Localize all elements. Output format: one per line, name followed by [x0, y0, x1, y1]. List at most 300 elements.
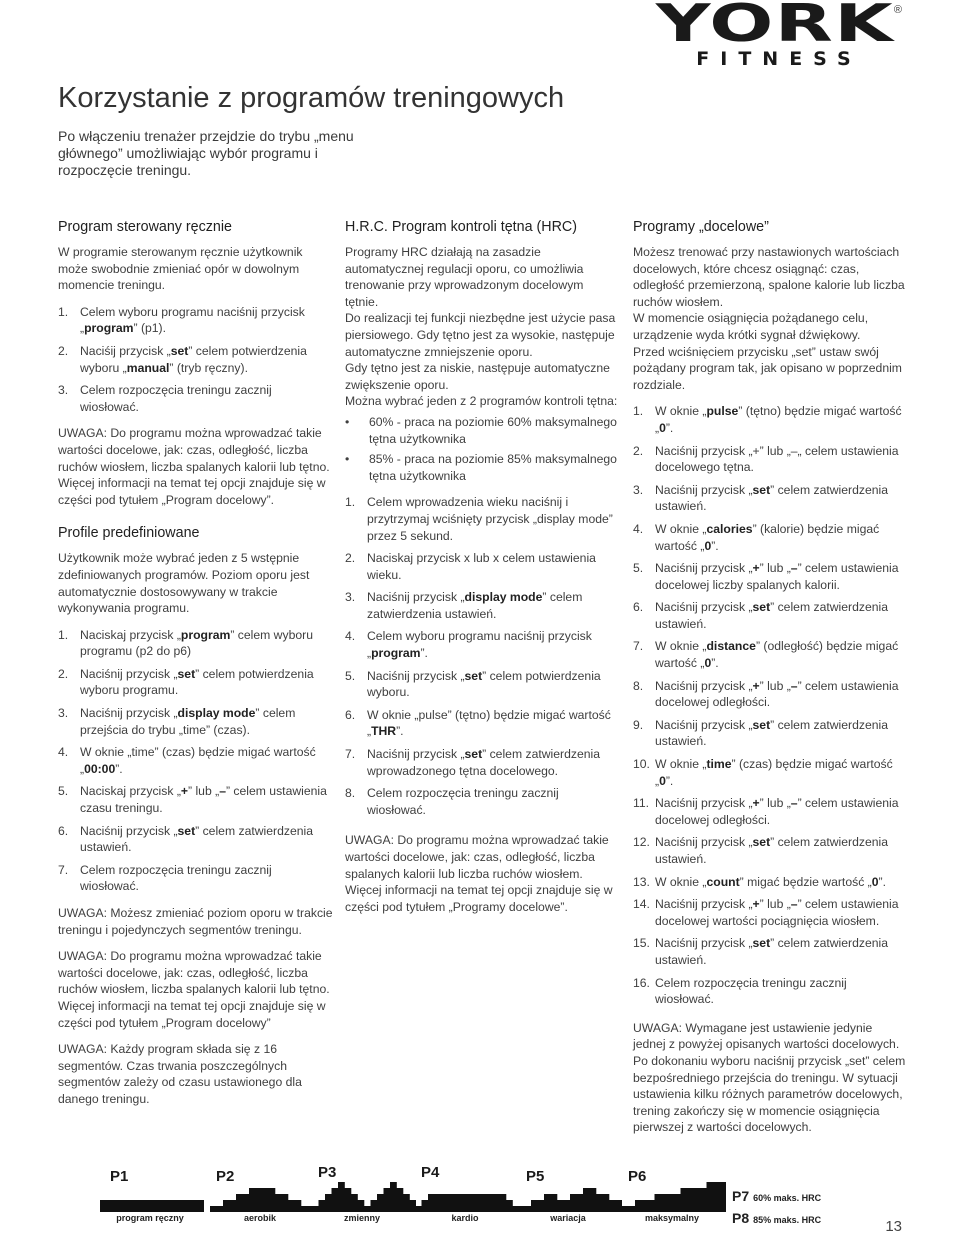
text-fragment: ”. — [878, 874, 886, 889]
step-number: 3. — [345, 590, 356, 605]
step-text — [655, 717, 908, 750]
profile-segment-bar — [713, 1182, 720, 1212]
text-fragment: ” (p1). — [133, 321, 167, 336]
profile-segment-bar — [295, 1200, 302, 1212]
text-fragment: W oknie „ — [655, 757, 707, 772]
profile-segment-bar — [397, 1188, 404, 1212]
profile-segment-bar — [243, 1194, 250, 1212]
profile-label: P1 — [110, 1168, 129, 1185]
profile-segment-bar — [159, 1200, 166, 1212]
text-fragment: Naciskaj przycisk „ — [80, 627, 181, 642]
step-number: 12. — [633, 835, 650, 850]
text-fragment: Naciśij przycisk „ — [80, 343, 171, 358]
text-fragment: ” lub „ — [188, 784, 220, 799]
list-item — [345, 746, 620, 779]
text-fragment: Naciśnij przycisk „ — [80, 823, 178, 838]
text-fragment: ”. — [396, 724, 404, 739]
profile-segment-bar — [146, 1200, 153, 1212]
keyword: pulse — [706, 404, 739, 419]
target-values-note: UWAGA: Do programu można wprowadzać takie wartości docelowe, jak: czas, odległość, liczba ruchów wiosłem, liczba spalanych kalorii lub tętno. Więcej informacji na temat tej opcji znajduje się w części pod tytułem „Program docelowy” — [58, 949, 330, 1030]
profile-segment-bar — [107, 1200, 114, 1212]
text-fragment: W oknie „pulse” (tętno) będzie migać wartość „ — [367, 707, 611, 739]
text-fragment: ” celem ustawienia czasu treningu. — [80, 784, 327, 816]
page-title: Korzystanie z programów treningowych — [58, 82, 565, 114]
list-item — [633, 795, 908, 828]
step-text — [655, 443, 908, 476]
profile-segment-bar — [428, 1194, 435, 1212]
text-fragment: ” lub „ — [759, 678, 791, 693]
profile-segment-bar — [629, 1206, 636, 1212]
step-text — [655, 638, 908, 671]
step-number: 2. — [345, 551, 356, 566]
profile-segment-bar — [661, 1194, 668, 1212]
keyword: set — [177, 666, 196, 681]
profile-segment-bar — [390, 1182, 397, 1212]
keyword: 0 — [704, 656, 712, 671]
list-item — [633, 560, 908, 593]
keyword: + — [752, 897, 760, 912]
resistance-note: UWAGA: Możesz zmieniać poziom oporu w trakcie treningu i pojedynczych segmentów treningu. — [58, 906, 333, 937]
step-text — [367, 746, 620, 779]
step-number: 9. — [633, 717, 644, 732]
text-fragment: Celem rozpoczęcia treningu zacznij wiosłować. — [655, 975, 847, 1007]
profile-segment-bar — [139, 1200, 146, 1212]
list-item: • 60% - praca na poziomie 60% maksymalnego tętna użytkownika — [345, 414, 617, 446]
step-number: 11. — [633, 796, 650, 811]
profile-segment-bar — [312, 1206, 319, 1212]
text-fragment: Naciśnij przycisk „ — [655, 561, 753, 576]
step-number: 2. — [58, 666, 69, 681]
text-fragment: Celem wyboru programu naciśnij przycisk „ — [80, 304, 305, 336]
text-fragment: ” celem zatwierdzenia ustawień. — [655, 482, 888, 514]
text-fragment: Naciśnij przycisk „ — [367, 590, 465, 605]
profile-segment-bar — [441, 1194, 448, 1212]
step-text — [80, 666, 333, 699]
profile-segment-bar — [256, 1188, 263, 1212]
keyword: program — [371, 646, 421, 661]
profile-segment-bar — [609, 1200, 616, 1212]
keyword: time — [706, 757, 732, 772]
list-item — [633, 896, 908, 929]
text-fragment: ” (czas) będzie migać wartość „ — [655, 757, 893, 788]
hrc-paragraph-3: Gdy tętno jest za niskie, następuje automatyczne zwiększenie oporu. — [345, 361, 610, 392]
text-fragment: Naciśnij przycisk „ — [655, 897, 753, 912]
text-fragment: Naciśnij przycisk „+” lub „–„ celem ustawienia docelowego tętna. — [655, 443, 899, 475]
text-fragment: ” celem potwierdzenia wyboru. — [367, 668, 601, 700]
profile-segment-bar — [345, 1188, 352, 1212]
list-item — [633, 678, 908, 711]
profile-p1-graph — [100, 1182, 204, 1212]
text-fragment: ” celem zatwierdzenia ustawień. — [655, 835, 888, 866]
list-item — [633, 975, 908, 1008]
profile-label: P3 — [318, 1164, 337, 1181]
hrc-options-list — [345, 414, 620, 484]
text-fragment: Celem wyboru programu naciśnij przycisk „ — [367, 629, 592, 661]
step-text — [655, 756, 908, 789]
profile-segment-bar — [185, 1200, 192, 1212]
text-fragment: ” celem zatwierdzenia ustawień. — [80, 823, 313, 855]
text-fragment: Naciśnij przycisk „ — [367, 747, 465, 762]
logo-york: YORK — [655, 0, 895, 54]
step-text — [80, 705, 333, 738]
legend-text: 85% maks. HRC — [753, 1215, 822, 1225]
profile-segment-bar — [288, 1200, 295, 1212]
step-text — [80, 862, 333, 895]
profile-segment-bar — [269, 1188, 276, 1212]
profile-segment-bar — [223, 1200, 230, 1212]
logo-fitness: FITNESS — [696, 48, 862, 70]
keyword: 0 — [704, 538, 712, 553]
profile-caption: aerobik — [243, 1213, 276, 1223]
list-item — [345, 707, 620, 740]
list-item: • 85% - praca na poziomie 85% maksymalnego tętna użytkownika — [345, 452, 617, 483]
text-fragment: Naciśnij przycisk „ — [655, 936, 753, 951]
step-text — [367, 668, 620, 701]
list-item — [345, 550, 620, 583]
step-text — [367, 707, 620, 740]
step-number: 1. — [345, 495, 356, 510]
step-number: 4. — [633, 521, 644, 536]
list-item — [345, 494, 620, 544]
keyword: set — [464, 747, 483, 762]
keyword: 0 — [659, 773, 666, 788]
step-number: 14. — [633, 897, 650, 912]
profile-label: P6 — [628, 1168, 647, 1185]
profile-p3-graph — [312, 1182, 416, 1212]
step-text — [367, 550, 620, 583]
profile-segment-bar — [596, 1194, 603, 1212]
step-number: 5. — [345, 668, 356, 683]
profile-p5-graph — [518, 1182, 622, 1212]
step-text — [655, 896, 908, 929]
text-fragment: ” (tętno) będzie migać wartość „ — [655, 404, 902, 435]
profile-segment-bar — [694, 1188, 701, 1212]
text-fragment: ” celem ustawienia docelowej odległości. — [655, 678, 899, 710]
step-number: 4. — [345, 629, 356, 644]
step-number: 2. — [633, 443, 644, 458]
profile-segment-bar — [448, 1194, 455, 1212]
step-number: 1. — [58, 627, 69, 642]
keyword: 0 — [871, 874, 879, 889]
intro-text: Po włączeniu trenażer przejdzie do trybu „menu głównego” umożliwiając wybór programu i rozpoczęcie treningu. — [58, 128, 354, 178]
list-item — [633, 834, 908, 867]
list-item — [633, 935, 908, 968]
text-fragment: ” celem zatwierdzenia ustawień. — [367, 590, 583, 621]
step-number: 5. — [58, 784, 69, 799]
text-fragment: ” celem przejścia do trybu „time” (czas). — [80, 706, 296, 737]
profile-segment-bar — [198, 1200, 205, 1212]
list-item — [58, 666, 333, 699]
keyword: program — [180, 627, 231, 642]
profile-segment-bar — [384, 1188, 391, 1212]
step-text — [80, 343, 333, 376]
profile-segment-bar — [133, 1200, 140, 1212]
bullet-icon: • — [345, 414, 350, 429]
step-text — [80, 783, 333, 816]
step-text — [80, 744, 333, 777]
registered-mark: ® — [893, 4, 902, 16]
list-item — [633, 599, 908, 632]
keyword: count — [706, 874, 740, 889]
keyword: + — [752, 678, 760, 693]
step-text — [655, 834, 908, 867]
text-fragment: ” lub „ — [759, 561, 791, 576]
list-item — [345, 589, 620, 622]
keyword: set — [752, 936, 771, 951]
text-fragment: ” celem ustawienia docelowej liczby spalanych kalorii. — [655, 561, 899, 592]
profile-segment-bar — [172, 1200, 179, 1212]
profile-segment-bar — [332, 1188, 339, 1212]
profile-caption: kardio — [451, 1213, 479, 1223]
target-note: UWAGA: Wymagane jest ustawienie jedynie jednej z powyżej opisanych wartości docelowych. Po dokonaniu wyboru naciśnij przycisk „set” celem bezpośredniego przejścia do treningu. W sytuacji ustawienia kilku różnych parametrów docelowych, trening zakończy się w momencie osiągnięcia pierwszej z wartości docelowych. — [633, 1020, 906, 1135]
text-fragment: Celem wprowadzenia wieku naciśnij i przytrzymaj wciśnięty przycisk „display mode” przez 5 sekund. — [367, 495, 613, 543]
profile-segment-bar — [700, 1188, 707, 1212]
profile-label: P2 — [216, 1168, 235, 1185]
profile-p2-graph — [210, 1182, 314, 1212]
profile-segment-bar — [487, 1194, 494, 1212]
legend-p8 — [732, 1208, 821, 1230]
column-target-programs — [633, 218, 908, 1146]
text-fragment: W oknie „ — [655, 521, 707, 536]
hrc-heading: H.R.C. Program kontroli tętna (HRC) — [345, 219, 577, 235]
step-number: 1. — [58, 304, 69, 319]
keyword: – — [219, 784, 226, 799]
keyword: set — [752, 835, 771, 850]
profile-segment-bar — [371, 1200, 378, 1212]
text-fragment: ” (odległość) będzie migać wartość „ — [655, 639, 899, 671]
keyword: + — [752, 561, 760, 576]
profile-segment-bar — [351, 1194, 358, 1212]
text-fragment: ”. — [711, 538, 719, 553]
profile-segment-bar — [282, 1194, 289, 1212]
list-item — [633, 443, 908, 476]
profile-segment-bar — [415, 1206, 422, 1212]
profile-segment-bar — [191, 1200, 198, 1212]
step-text — [655, 403, 908, 436]
hrc-steps — [345, 494, 620, 818]
list-item — [58, 304, 333, 337]
step-text — [80, 823, 333, 856]
profile-segment-bar — [480, 1194, 487, 1212]
keyword: program — [84, 321, 134, 336]
list-item — [58, 862, 333, 895]
target-steps — [633, 403, 908, 1007]
list-item — [633, 482, 908, 515]
profile-caption: zmienny — [343, 1213, 380, 1223]
keyword: set — [464, 668, 483, 683]
keyword: set — [752, 717, 771, 732]
keyword: set — [170, 343, 189, 358]
profile-segment-bar — [720, 1182, 727, 1212]
profile-segment-bar — [100, 1200, 107, 1212]
keyword: distance — [706, 639, 756, 654]
list-item — [633, 874, 908, 891]
text-fragment: Naciśnij przycisk „ — [655, 796, 753, 811]
legend-p7 — [732, 1186, 821, 1208]
profile-segment-bar — [551, 1194, 558, 1212]
profile-segment-bar — [301, 1206, 308, 1212]
profile-segment-bar — [178, 1200, 185, 1212]
text-fragment: ”. — [665, 420, 674, 435]
target-paragraph-1: Możesz trenować przy nastawionych wartościach docelowych, które chcesz osiągnąć: czas, odległość przemierzoną, spalone kalorie lub liczba ruchów wiosłem. — [633, 245, 905, 309]
target-paragraph-3: Przed wciśnięciem przycisku „set” ustaw swój pożądany program tak, jak opisano w poprzednim rozdziale. — [633, 344, 902, 392]
profile-segment-bar — [126, 1200, 133, 1212]
text-fragment: ”. — [420, 646, 428, 661]
text-fragment: ”. — [115, 761, 123, 776]
step-number: 3. — [633, 482, 644, 497]
profile-segment-bar — [681, 1188, 688, 1212]
step-number: 7. — [633, 639, 644, 654]
step-text — [655, 599, 908, 632]
profile-segment-bar — [113, 1200, 120, 1212]
legend-text: 60% maks. HRC — [753, 1193, 822, 1203]
profile-segment-bar — [635, 1200, 642, 1212]
text-fragment: ”. — [711, 656, 719, 671]
preset-profiles-description: Użytkownik może wybrać jeden z 5 wstępnie zdefiniowanych programów. Poziom oporu jest automatycznie dostosowywany w trakcie wykonywania programu. — [58, 551, 310, 616]
profile-segment-bar — [493, 1194, 500, 1212]
step-number: 6. — [345, 707, 356, 722]
profile-segment-bar — [120, 1200, 127, 1212]
profile-segment-bar — [249, 1188, 256, 1212]
list-item — [58, 627, 333, 660]
profile-segment-bar — [564, 1200, 571, 1212]
step-text — [367, 628, 620, 661]
text-fragment: ” celem potwierdzenia wyboru programu. — [80, 666, 314, 698]
text-fragment: Naciśnij przycisk „ — [655, 717, 753, 732]
text-fragment: ” celem zatwierdzenia ustawień. — [655, 600, 888, 631]
step-number: 1. — [633, 404, 644, 419]
step-text — [655, 560, 908, 593]
profile-segment-bar — [338, 1182, 345, 1212]
text-fragment: ” celem zatwierdzenia wprowadzonego tętna docelowego. — [367, 747, 600, 778]
step-number: 2. — [58, 343, 69, 358]
profile-segment-bar — [544, 1194, 551, 1212]
text-fragment: ” lub „ — [759, 897, 791, 912]
profile-segment-bar — [403, 1194, 410, 1212]
keyword: – — [790, 796, 798, 811]
text-fragment: Naciśnij przycisk „ — [655, 835, 753, 850]
keyword: display mode — [464, 590, 543, 605]
profile-segment-bar — [518, 1206, 525, 1212]
keyword: THR — [371, 724, 397, 739]
text-fragment: ” (tryb ręczny). — [169, 360, 248, 375]
text-fragment: ”. — [665, 773, 674, 788]
text-fragment: Naciśnij przycisk „ — [655, 600, 753, 615]
step-number: 3. — [58, 383, 69, 398]
text-fragment: Naciśnij przycisk „ — [80, 666, 178, 681]
keyword: + — [180, 784, 189, 799]
list-item — [633, 638, 908, 671]
step-number: 4. — [58, 745, 69, 760]
text-fragment: Naciskaj przycisk „ — [80, 784, 181, 799]
legend-key: P7 — [732, 1188, 750, 1204]
text-fragment: Naciśnij przycisk „ — [367, 668, 465, 683]
step-number: 6. — [633, 600, 644, 615]
step-number: 13. — [633, 874, 650, 889]
profile-segment-bar — [217, 1206, 224, 1212]
profile-segment-bar — [364, 1206, 371, 1212]
target-programs-heading: Programy „docelowe” — [633, 219, 769, 235]
list-item — [345, 628, 620, 661]
profile-segment-bar — [236, 1194, 243, 1212]
text-fragment: Celem rozpoczęcia treningu zacznij wiosłować. — [80, 862, 272, 894]
profile-segment-bar — [648, 1200, 655, 1212]
text-fragment: Naciśnij przycisk „ — [80, 706, 178, 721]
step-text — [367, 785, 620, 818]
profile-segment-bar — [152, 1200, 159, 1212]
step-text — [655, 874, 908, 891]
keyword: calories — [706, 521, 753, 536]
text-fragment: ” celem wyboru programu (p2 do p6) — [80, 627, 313, 659]
text-fragment: ” lub „ — [759, 796, 791, 811]
step-text — [655, 482, 908, 515]
profile-segment-bar — [525, 1206, 532, 1212]
step-text — [367, 494, 620, 544]
profile-segment-bar — [557, 1200, 564, 1212]
step-number: 7. — [58, 862, 69, 877]
manual-program-steps — [58, 304, 333, 416]
hrc-legend — [732, 1186, 821, 1230]
profile-segment-bar — [531, 1200, 538, 1212]
step-number: 15. — [633, 936, 650, 951]
list-item — [633, 521, 908, 554]
hrc-paragraph-2: Do realizacji tej funkcji niezbędne jest użycie pasa piersiowego. Gdy tętno jest za wysokie, następuje automatyczne zmniejszenie oporu. — [345, 311, 616, 359]
hrc-paragraph-1: Programy HRC działają na zasadzie automatycznej regulacji oporu, co umożliwia trenowanie przy wprowadzonym docelowym tętnie. — [345, 245, 584, 309]
profile-segment-bar — [319, 1200, 326, 1212]
list-item — [58, 343, 333, 376]
list-item — [58, 382, 333, 415]
keyword: set — [752, 600, 771, 615]
profile-segment-bar — [435, 1194, 442, 1212]
step-text — [655, 935, 908, 968]
keyword: – — [790, 678, 798, 693]
step-text — [655, 975, 908, 1008]
profile-p6-graph — [622, 1182, 726, 1212]
step-number: 3. — [58, 706, 69, 721]
keyword: – — [790, 561, 798, 576]
segments-note: UWAGA: Każdy program składa się z 16 segmentów. Czas trwania poszczególnych segmentów zależy od czasu ustawionego dla danego treningu. — [58, 1042, 302, 1106]
profile-segment-bar — [642, 1200, 649, 1212]
step-text — [80, 627, 333, 660]
profile-segment-bar — [210, 1206, 217, 1212]
profile-segment-bar — [538, 1200, 545, 1212]
profile-label: P5 — [526, 1168, 545, 1185]
profile-segment-bar — [358, 1200, 365, 1212]
profile-caption: program ręczny — [116, 1213, 184, 1223]
text-fragment: ” celem potwierdzenia wyboru „ — [80, 343, 307, 375]
manual-program-note: UWAGA: Do programu można wprowadzać takie wartości docelowe, jak: czas, odległość, liczba ruchów wiosłem, liczba spalanych kalorii lub tętno. Więcej informacji na temat tej opcji znajduje się w części pod tytułem „Program docelowy”. — [58, 426, 330, 507]
column-hrc-program — [345, 218, 620, 925]
profile-segment-bar — [622, 1206, 629, 1212]
text-fragment: W oknie „ — [655, 639, 707, 654]
legend-key: P8 — [732, 1210, 750, 1226]
step-number: 10. — [633, 757, 650, 772]
profile-segment-bar — [590, 1188, 597, 1212]
step-number: 5. — [633, 561, 644, 576]
profile-segment-bar — [500, 1194, 507, 1212]
text-fragment: Celem rozpoczęcia treningu zacznij wiosłować. — [80, 383, 272, 414]
step-number: 16. — [633, 975, 650, 990]
profile-segment-bar — [707, 1182, 714, 1212]
profile-label: P4 — [421, 1164, 440, 1181]
profile-segment-bar — [583, 1188, 590, 1212]
list-item — [58, 744, 333, 777]
hrc-paragraph-4: Można wybrać jeden z 2 programów kontroli tętna: — [345, 394, 618, 409]
profile-segment-bar — [668, 1194, 675, 1212]
text-fragment: ” celem zatwierdzenia ustawień. — [655, 717, 888, 749]
manual-program-heading: Program sterowany ręcznie — [58, 219, 233, 235]
keyword: set — [752, 482, 771, 497]
